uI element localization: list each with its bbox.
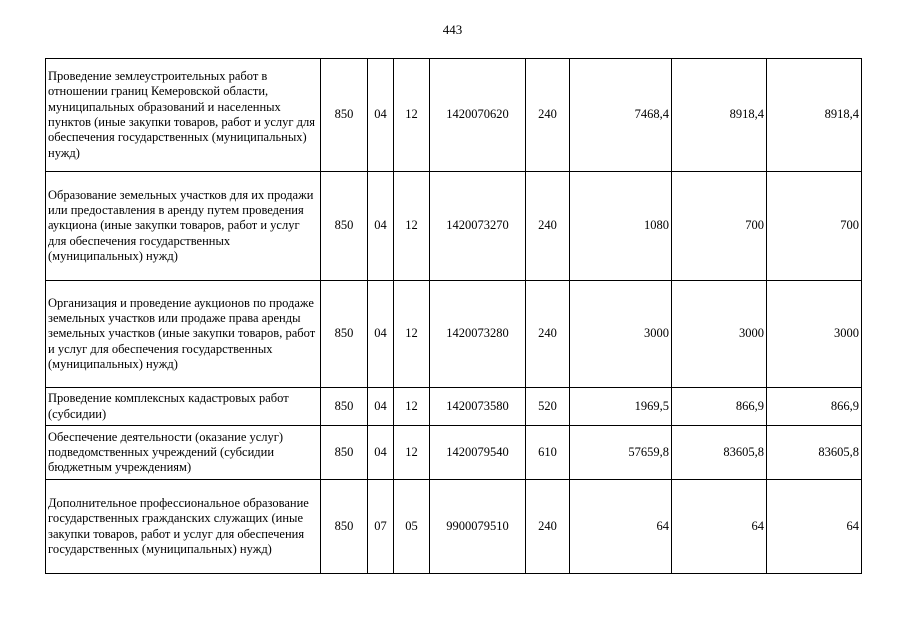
budget-table bbox=[45, 58, 862, 574]
table-row bbox=[46, 281, 862, 388]
target-article-code: 1420073280 bbox=[430, 281, 526, 388]
target-article-code: 1420079540 bbox=[430, 426, 526, 480]
subsection-code: 05 bbox=[394, 480, 430, 574]
amount-year-1: 7468,4 bbox=[570, 59, 672, 172]
row-description: Обеспечение деятельности (оказание услуг) подведомственных учреждений (субсидии бюджетным учреждениям) bbox=[46, 426, 321, 480]
amount-year-2: 83605,8 bbox=[672, 426, 767, 480]
table-row bbox=[46, 426, 862, 480]
amount-year-1: 57659,8 bbox=[570, 426, 672, 480]
amount-year-2: 64 bbox=[672, 480, 767, 574]
table-row bbox=[46, 388, 862, 426]
subsection-code: 12 bbox=[394, 281, 430, 388]
amount-year-3: 866,9 bbox=[767, 388, 862, 426]
amount-year-3: 700 bbox=[767, 172, 862, 281]
row-description: Проведение землеустроительных работ в отношении границ Кемеровской области, муниципальных образований и населенных пунктов (иные закупки товаров, работ и услуг для обеспечения государственных (муниципальных) нужд) bbox=[46, 59, 321, 172]
ministry-code: 850 bbox=[321, 426, 368, 480]
table-row bbox=[46, 59, 862, 172]
amount-year-2: 700 bbox=[672, 172, 767, 281]
row-description: Дополнительное профессиональное образование государственных гражданских служащих (иные закупки товаров, работ и услуг для обеспечения государственных (муниципальных) нужд) bbox=[46, 480, 321, 574]
amount-year-2: 3000 bbox=[672, 281, 767, 388]
target-article-code: 9900079510 bbox=[430, 480, 526, 574]
subsection-code: 12 bbox=[394, 59, 430, 172]
expense-type-code: 520 bbox=[526, 388, 570, 426]
ministry-code: 850 bbox=[321, 480, 368, 574]
expense-type-code: 240 bbox=[526, 172, 570, 281]
section-code: 04 bbox=[368, 388, 394, 426]
target-article-code: 1420073270 bbox=[430, 172, 526, 281]
expense-type-code: 240 bbox=[526, 281, 570, 388]
subsection-code: 12 bbox=[394, 426, 430, 480]
ministry-code: 850 bbox=[321, 59, 368, 172]
amount-year-1: 3000 bbox=[570, 281, 672, 388]
amount-year-3: 83605,8 bbox=[767, 426, 862, 480]
amount-year-1: 1969,5 bbox=[570, 388, 672, 426]
ministry-code: 850 bbox=[321, 388, 368, 426]
table-row bbox=[46, 480, 862, 574]
row-description: Проведение комплексных кадастровых работ (субсидии) bbox=[46, 388, 321, 426]
ministry-code: 850 bbox=[321, 281, 368, 388]
amount-year-3: 8918,4 bbox=[767, 59, 862, 172]
row-description: Организация и проведение аукционов по продаже земельных участков или продаже права аренды земельных участков (иные закупки товаров, работ и услуг для обеспечения государственных (муниципальных) нужд) bbox=[46, 281, 321, 388]
section-code: 04 bbox=[368, 281, 394, 388]
section-code: 04 bbox=[368, 172, 394, 281]
subsection-code: 12 bbox=[394, 388, 430, 426]
amount-year-3: 64 bbox=[767, 480, 862, 574]
amount-year-1: 1080 bbox=[570, 172, 672, 281]
amount-year-3: 3000 bbox=[767, 281, 862, 388]
amount-year-1: 64 bbox=[570, 480, 672, 574]
target-article-code: 1420073580 bbox=[430, 388, 526, 426]
subsection-code: 12 bbox=[394, 172, 430, 281]
section-code: 04 bbox=[368, 59, 394, 172]
expense-type-code: 240 bbox=[526, 59, 570, 172]
amount-year-2: 8918,4 bbox=[672, 59, 767, 172]
expense-type-code: 240 bbox=[526, 480, 570, 574]
ministry-code: 850 bbox=[321, 172, 368, 281]
table-row bbox=[46, 172, 862, 281]
row-description: Образование земельных участков для их продажи или предоставления в аренду путем проведения аукциона (иные закупки товаров, работ и услуг для обеспечения государственных (муниципальных) нужд) bbox=[46, 172, 321, 281]
expense-type-code: 610 bbox=[526, 426, 570, 480]
target-article-code: 1420070620 bbox=[430, 59, 526, 172]
section-code: 04 bbox=[368, 426, 394, 480]
section-code: 07 bbox=[368, 480, 394, 574]
page-number: 443 bbox=[442, 22, 463, 37]
amount-year-2: 866,9 bbox=[672, 388, 767, 426]
